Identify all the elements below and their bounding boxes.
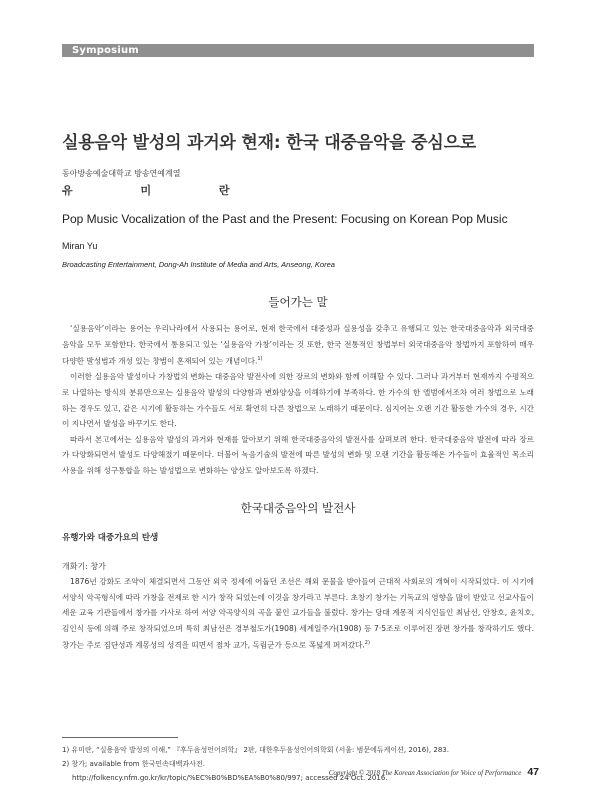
page-number: 47 — [527, 766, 539, 778]
section-heading-history: 한국대중음악의 발전사 — [240, 501, 356, 515]
author-name-korean: 유 미 란 — [62, 184, 262, 197]
intro-paragraph: 따라서 본고에서는 실용음악 발성의 과거와 현재를 알아보기 위해 한국대중음악의 발전사를 살펴보려 한다. 한국대중음악 발전에 따라 장르가 다양화되면서 발성도 다양해졌기 때문이다. 더불어 녹음기술의 발전에 따른 발성의 변화 및 오랜 기간을 활동해온 가수들이 효율적인 목소리 사용을 위해 성구통합을 하는 발성법으로 변화하는 양상도 알아보도록 하겠다. — [62, 434, 534, 475]
history-body — [62, 574, 534, 654]
intro-paragraph: ‘실용음악’이라는 용어는 우리나라에서 사용되는 용어로, 현재 한국에서 대중성과 실용성을 갖추고 유행되고 있는 한국대중음악과 외국대중음악을 모두 포함한다. 한국에서 통용되고 있는 ‘실용음악 가창’이라는 것 또한, 한국 전통적인 창법부터 외국대중음악 창법까지 포함하여 매우 다양한 발성법과 개성 있는 창법이 혼재되어 있는 개념이다.$^{1)}$ — [62, 324, 534, 366]
section-banner — [62, 44, 534, 57]
footnote-divider — [62, 737, 178, 738]
page-footer — [256, 766, 539, 780]
intro-paragraph: 이러한 실용음악 발성이나 가창법의 변화는 대중음악 발전사에 의한 장르의 변화와 함께 이해할 수 있다. 그러나 과거부터 현재까지 수평적으로 나열하는 방식의 분류만으로는 실용음악 발성의 다양함과 변화양상을 이해하기에 부족하다. 한 가수의 한 앨범에서조차 여러 창법으로 노래하는 경우도 있고, 같은 시기에 활동하는 가수들도 서로 확연히 다른 창법으로 노래하기 때문이다. 심지어는 오랜 기간 활동한 가수의 경우, 시간이 지나면서 발성을 바꾸기도 한다. — [62, 372, 534, 429]
author-affiliation-english: Broadcasting Entertainment, Dong-Ah Institute of Media and Arts, Anseong, Korea — [62, 260, 335, 269]
history-paragraph: 1876년 강화도 조약이 체결되면서 그동안 외국 정세에 어둡던 조선은 해외 문물을 받아들여 근대적 사회로의 개혁이 시작되었다. 이 시기에 서양식 악곡형식에 따라 가창을 전제로 한 시가 창작 되었는데 이것을 창가라고 부른다. 초창기 창가는 기독교의 영향을 많이 받았고 선교사들이 세운 교육 기관들에서 창가를 가사로 하여 서양 악곡양식의 곡을 붙인 교가들을 불렀다. 창가는 당대 계몽적 지식인들인 최남선, 안창호, 윤치호, 김인식 등에 의해 주로 창작되었으며 특히 최남선은 경부철도가(1908) 세계일주가(1908) 등 7·5조로 이루어진 장편 창가를 창작하기도 했다. 창가는 주로 집단성과 계몽성의 성격을 띠면서 점차 교가, 독립군가 등으로 폭넓게 퍼져갔다.$^{2)}$ — [62, 577, 534, 650]
footnote-url[interactable]: http://folkency.nfm.go.kr/kr/topic/%EC%B0%BD%EA%B0%80/997; accessed 24 Oct. 2016. — [72, 774, 388, 782]
author-affiliation-korean: 동아방송예술대학교 방송연예계열 — [62, 169, 181, 178]
article-title-english: Pop Music Vocalization of the Past and the Present: Focusing on Korean Pop Music — [62, 212, 508, 226]
author-name-english: Miran Yu — [62, 241, 98, 251]
footnote-item: 1) 유미란, “실용음악 발성의 이해,” 『후두음성언어의학』 2판, 대한후두음성언어의학회 (서울: 범문에듀케이션, 2016), 283. — [62, 746, 449, 754]
intro-body — [62, 321, 534, 478]
article-title-korean: 실용음악 발성의 과거와 현재: 한국 대중음악을 중심으로 — [62, 133, 477, 153]
copyright-text: Copyright © 2018 The Korean Association for Voice of Performance — [328, 769, 522, 777]
footnote-item: 2) 창가; available from 한국민속대백과사전. — [62, 760, 205, 768]
section-label: Symposium — [72, 45, 139, 56]
minor-heading: 개화기: 창가 — [62, 562, 106, 571]
section-heading-intro: 들어가는 말 — [268, 295, 328, 309]
subsection-heading: 유행가와 대중가요의 탄생 — [62, 533, 159, 543]
footnote-ref: 1) — [257, 356, 263, 363]
footnote-ref: 2) — [364, 640, 370, 647]
